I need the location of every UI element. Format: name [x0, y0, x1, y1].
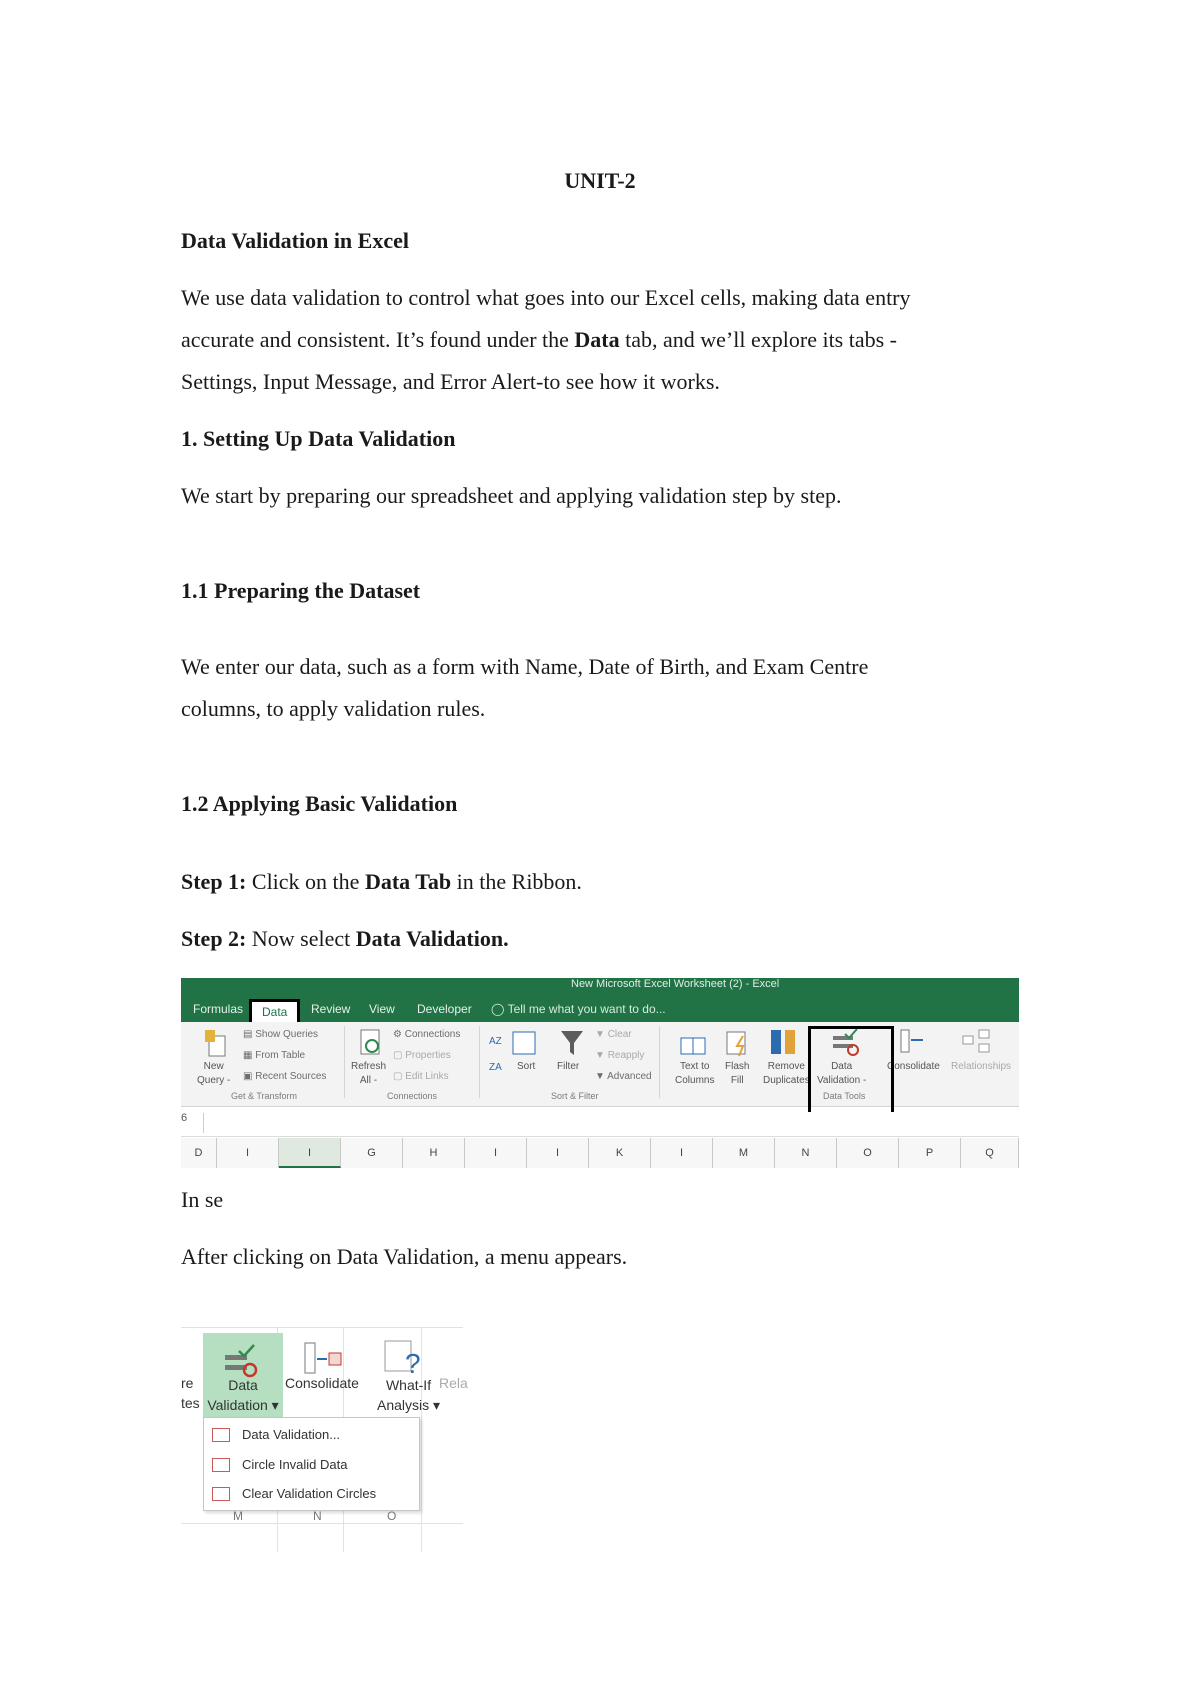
reapply-button[interactable]: ▼ Reapply: [595, 1050, 645, 1061]
column-header[interactable]: G: [341, 1138, 403, 1168]
svg-text:ZA: ZA: [489, 1062, 502, 1073]
column-header[interactable]: H: [403, 1138, 465, 1168]
group-connections: Connections: [387, 1091, 438, 1101]
data-validation-menu: [203, 1417, 420, 1511]
what-if-analysis-icon: [383, 1339, 423, 1379]
group-data-tools: Data Tools: [823, 1091, 866, 1101]
column-header[interactable]: O: [837, 1138, 899, 1168]
menu-item-clear-validation-circles[interactable]: Clear Validation Circles: [204, 1481, 419, 1507]
from-table-button[interactable]: ▦ From Table: [243, 1050, 306, 1061]
data-validation-highlight-box: [808, 1026, 894, 1126]
main-heading: Data Validation in Excel: [181, 228, 409, 253]
relationships-button[interactable]: Rela: [439, 1375, 468, 1391]
remove-duplicates-button[interactable]: Remove Duplicates: [763, 1061, 810, 1086]
formula-input[interactable]: [203, 1113, 1019, 1133]
consolidate-button[interactable]: Consolidate: [887, 1061, 940, 1072]
text-to-columns-button[interactable]: Text to Columns: [675, 1061, 715, 1086]
filter-button[interactable]: Filter: [557, 1061, 580, 1072]
unit-title: UNIT-2: [564, 168, 636, 193]
column-header: M: [233, 1509, 243, 1523]
ribbon-tabs: [181, 997, 1019, 1022]
menu-item-circle-invalid-data[interactable]: Circle Invalid Data: [204, 1452, 419, 1478]
consolidate-icon: [303, 1341, 343, 1377]
column-header[interactable]: K: [589, 1138, 651, 1168]
after-click-text: After clicking on Data Validation, a menu appears.: [181, 1244, 628, 1269]
data-validation-dropdown-button[interactable]: Data Validation ▾: [207, 1377, 279, 1413]
circle-invalid-icon: [212, 1458, 230, 1472]
column-header: O: [387, 1509, 397, 1523]
section1-1-line-1: We enter our data, such as a form with Name, Date of Birth, and Exam Centre: [181, 654, 869, 679]
intro-line-1: We use data validation to control what goes into our Excel cells, making data entry: [181, 285, 911, 310]
group-get-transform: Get & Transform: [231, 1091, 298, 1101]
section1-2-heading: 1.2 Applying Basic Validation: [181, 791, 458, 816]
left-edge-label: re: [181, 1375, 194, 1391]
group-sort-filter: Sort & Filter: [551, 1091, 599, 1101]
properties-button[interactable]: ▢ Properties: [393, 1050, 451, 1061]
tab-review[interactable]: Review: [311, 1002, 351, 1016]
window-title: New Microsoft Excel Worksheet (2) - Excel: [571, 978, 780, 990]
column-header[interactable]: I: [527, 1138, 589, 1168]
separator: [344, 1026, 345, 1098]
recent-sources-button[interactable]: ▣ Recent Sources: [243, 1071, 327, 1082]
clear-button[interactable]: ▼ Clear: [595, 1029, 632, 1040]
consolidate-button[interactable]: Consolidate: [285, 1375, 359, 1391]
excel-title-bar: [181, 978, 1019, 1022]
column-header[interactable]: I: [279, 1138, 341, 1168]
column-header[interactable]: N: [775, 1138, 837, 1168]
new-query-icon: [203, 1028, 231, 1058]
menu-item-data-validation[interactable]: Data Validation...: [204, 1422, 419, 1448]
new-query-button[interactable]: New Query -: [197, 1061, 231, 1086]
data-validation-icon: [223, 1343, 259, 1379]
step-1: Step 1: Click on the Data Tab in the Ribbon.: [181, 869, 582, 894]
step-2: Step 2: Now select Data Validation.: [181, 926, 509, 951]
tab-data[interactable]: Data: [249, 999, 300, 1025]
refresh-all-button[interactable]: Refresh All -: [351, 1061, 387, 1086]
column-header[interactable]: I: [465, 1138, 527, 1168]
column-header: N: [313, 1509, 322, 1523]
data-validation-menu-screenshot: [181, 1327, 468, 1552]
section1-text: We start by preparing our spreadsheet and applying validation step by step.: [181, 483, 842, 508]
svg-text:AZ: AZ: [489, 1036, 502, 1047]
left-edge-label: tes: [181, 1395, 200, 1411]
edit-links-button[interactable]: ▢ Edit Links: [393, 1071, 449, 1082]
flash-fill-icon: [725, 1028, 753, 1058]
tab-view[interactable]: View: [369, 1002, 395, 1016]
tab-developer[interactable]: Developer: [417, 1002, 472, 1016]
data-validation-icon: [212, 1428, 230, 1442]
data-validation-button[interactable]: Data Validation -: [817, 1061, 867, 1086]
column-header[interactable]: I: [651, 1138, 713, 1168]
tab-formulas[interactable]: Formulas: [193, 1002, 244, 1016]
column-header[interactable]: P: [899, 1138, 961, 1168]
svg-text:?: ?: [405, 1348, 421, 1379]
column-header[interactable]: D: [181, 1138, 217, 1168]
remove-duplicates-icon: [769, 1028, 799, 1058]
filter-icon: [559, 1028, 585, 1058]
formula-bar: [181, 1112, 1019, 1137]
tell-me-box[interactable]: ◯ Tell me what you want to do...: [491, 1002, 666, 1016]
lightbulb-icon: ◯: [491, 1002, 505, 1016]
section1-heading: 1. Setting Up Data Validation: [181, 426, 456, 451]
fragment-text: In se: [181, 1187, 224, 1212]
column-header[interactable]: M: [713, 1138, 775, 1168]
advanced-button[interactable]: ▼ Advanced: [595, 1071, 652, 1082]
section1-1-heading: 1.1 Preparing the Dataset: [181, 578, 421, 603]
relationships-button[interactable]: Relationships: [951, 1061, 1012, 1072]
what-if-analysis-button[interactable]: What-If Analysis ▾: [377, 1377, 441, 1413]
intro-line-2: accurate and consistent. It’s found under the Data tab, and we’ll explore its tabs -: [181, 327, 898, 352]
relationships-icon: [961, 1028, 991, 1056]
column-header[interactable]: Q: [961, 1138, 1019, 1168]
consolidate-icon: [899, 1028, 927, 1056]
clear-circles-icon: [212, 1487, 230, 1501]
text-to-columns-icon: [679, 1028, 707, 1058]
refresh-all-icon: [357, 1028, 385, 1058]
separator: [659, 1026, 660, 1098]
sort-button[interactable]: Sort: [517, 1061, 536, 1072]
separator: [479, 1026, 480, 1098]
intro-line-3: Settings, Input Message, and Error Alert-to see how it works.: [181, 369, 720, 394]
section1-1-line-2: columns, to apply validation rules.: [181, 696, 486, 721]
column-headers: [181, 1138, 1019, 1168]
show-queries-button[interactable]: ▤ Show Queries: [243, 1029, 319, 1040]
flash-fill-button[interactable]: Flash Fill: [725, 1061, 750, 1086]
excel-ribbon-screenshot: [181, 978, 1019, 1168]
column-header[interactable]: I: [217, 1138, 279, 1168]
name-box[interactable]: 6: [181, 1112, 188, 1124]
connections-button[interactable]: ⚙ Connections: [393, 1029, 461, 1040]
